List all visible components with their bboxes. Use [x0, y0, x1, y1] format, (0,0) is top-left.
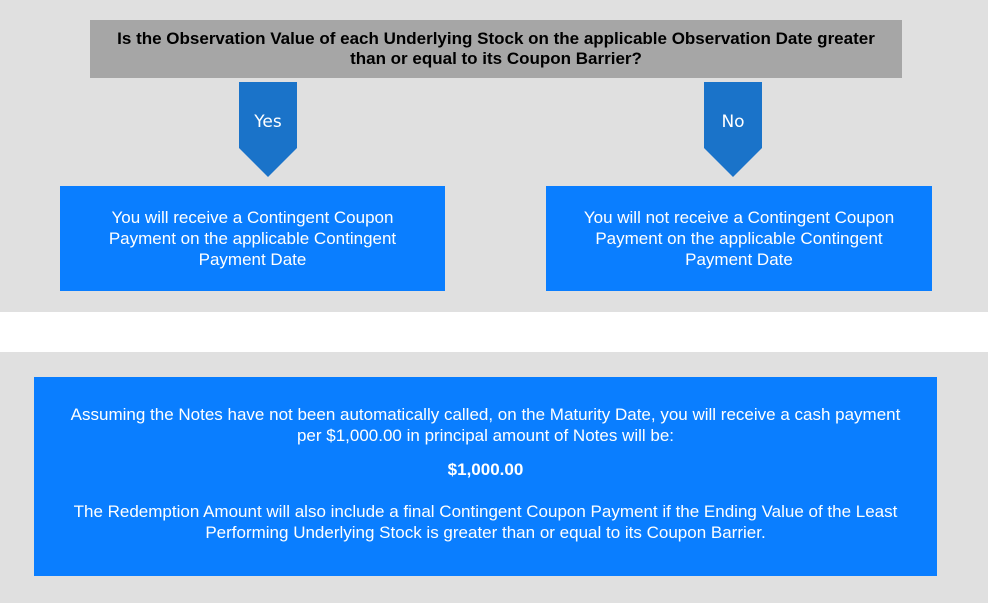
no-outcome-text: You will not receive a Contingent Coupon Payment on the applicable Contingent Payment Date — [583, 208, 895, 269]
no-arrow — [703, 82, 763, 177]
observation-question-text: Is the Observation Value of each Underlying Stock on the applicable Observation Date greater than or equal to its Coupon Barrier? — [117, 29, 875, 68]
yes-outcome-box — [60, 186, 445, 291]
maturity-payment-box — [34, 377, 937, 576]
yes-outcome-text: You will receive a Contingent Coupon Payment on the applicable Contingent Payment Date — [108, 208, 397, 269]
final-coupon-note: The Redemption Amount will also include a final Contingent Coupon Payment if the Ending Value of the Least Performing Underlying Stock is greater than or equal to its Coupon Barrier. — [73, 502, 898, 542]
observation-question-box — [90, 20, 902, 78]
no-outcome-box — [546, 186, 932, 291]
yes-arrow — [238, 82, 298, 177]
redemption-amount: $1,000.00 — [447, 460, 524, 479]
maturity-intro-text: Assuming the Notes have not been automatically called, on the Maturity Date, you will receive a cash payment per $1,000.00 in principal amount of Notes will be: — [70, 405, 901, 445]
no-label: No — [721, 112, 745, 132]
yes-label: Yes — [254, 112, 282, 132]
